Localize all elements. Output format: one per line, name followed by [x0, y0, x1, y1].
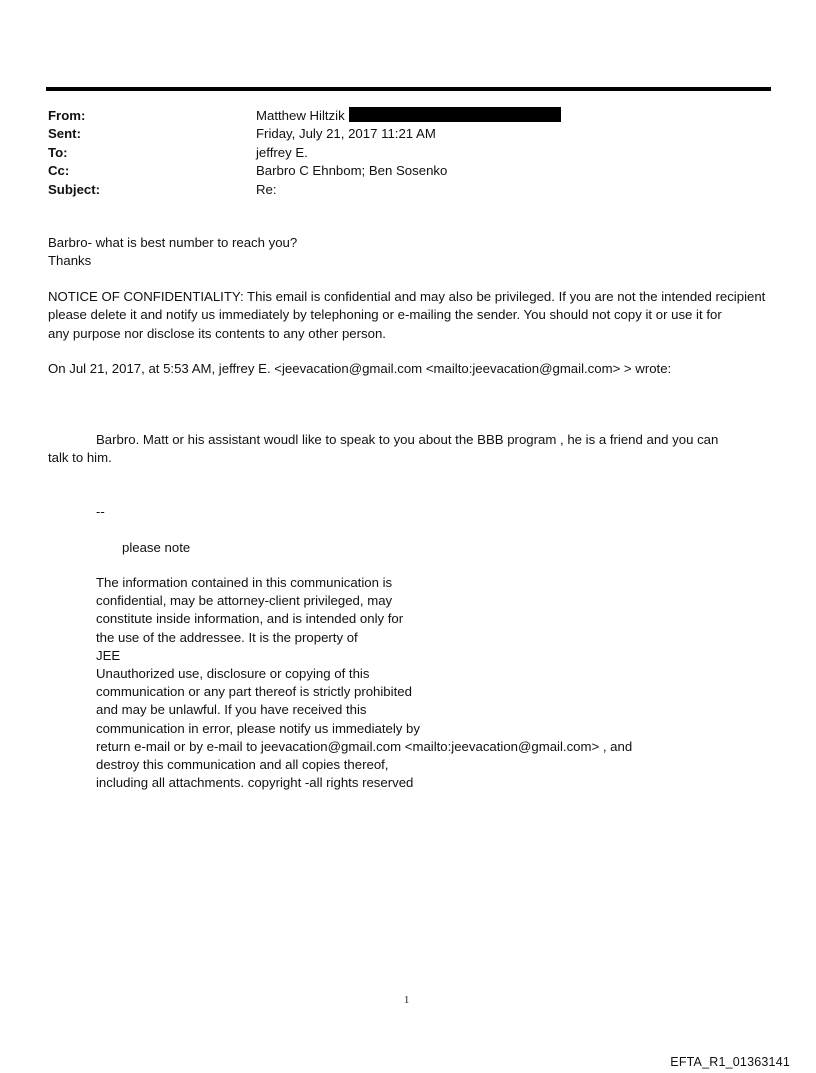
signature-line: The information contained in this communication is [96, 575, 393, 590]
signature-separator: -- [96, 504, 105, 519]
cc-label: Cc: [48, 163, 70, 179]
signature-line: destroy this communication and all copies thereof, [96, 757, 389, 773]
signature-line: Unauthorized use, disclosure or copying of this [96, 666, 370, 682]
confidentiality-notice [48, 288, 765, 343]
signature-line: return e-mail or by e-mail to jeevacation@gmail.com <mailto:jeevacation@gmail.com> , and [96, 738, 633, 754]
signature-line: communication or any part thereof is strictly prohibited [96, 684, 412, 700]
subject-label: Subject: [48, 181, 101, 197]
from-label: From: [48, 108, 86, 123]
signature-line: including all attachments. copyright -all rights reserved [96, 775, 414, 791]
cc-value: Barbro C Ehnbom; Ben Sosenko [256, 163, 448, 179]
from-value [256, 107, 561, 125]
notice-line: please delete it and notify us immediately by telephoning or e-mailing the sender. You should not copy it or use it for [48, 307, 722, 323]
subject-value: Re: [256, 181, 277, 197]
quote-header: On Jul 21, 2017, at 5:53 AM, jeffrey E. <jeevacation@gmail.com <mailto:jeevacation@gmail.com> > wrote: [48, 361, 672, 376]
quoted-message [48, 431, 718, 468]
to-value: jeffrey E. [256, 144, 308, 160]
header-rule [46, 87, 771, 91]
please-note: please note [122, 540, 191, 555]
signature-disclaimer [96, 574, 632, 792]
body-line: Barbro- what is best number to reach you? [48, 235, 298, 250]
sent-value: Friday, July 21, 2017 11:21 AM [256, 126, 436, 142]
redaction-bar [349, 107, 561, 122]
to-label: To: [48, 144, 68, 160]
signature-line: confidential, may be attorney-client privileged, may [96, 593, 393, 609]
notice-line: any purpose nor disclose its contents to any other person. [48, 325, 386, 341]
signature-line: JEE [96, 647, 121, 663]
sent-label: Sent: [48, 126, 81, 142]
notice-line: NOTICE OF CONFIDENTIALITY: This email is confidential and may also be privileged. If you are not the intended recipient [48, 289, 766, 304]
page-number: 1 [404, 995, 410, 1006]
document-id: EFTA_R1_01363141 [670, 1055, 790, 1069]
quoted-line: talk to him. [48, 450, 112, 466]
signature-line: communication in error, please notify us immediately by [96, 720, 420, 736]
signature-line: and may be unlawful. If you have received this [96, 702, 367, 718]
quoted-line: Barbro. Matt or his assistant woudl like to speak to you about the BBB program , he is a friend and you can [96, 432, 719, 447]
reply-body [48, 234, 297, 271]
from-name: Matthew Hiltzik [256, 108, 345, 123]
signature-line: constitute inside information, and is intended only for [96, 611, 404, 627]
signature-line: the use of the addressee. It is the property of [96, 629, 358, 645]
body-line: Thanks [48, 253, 92, 269]
